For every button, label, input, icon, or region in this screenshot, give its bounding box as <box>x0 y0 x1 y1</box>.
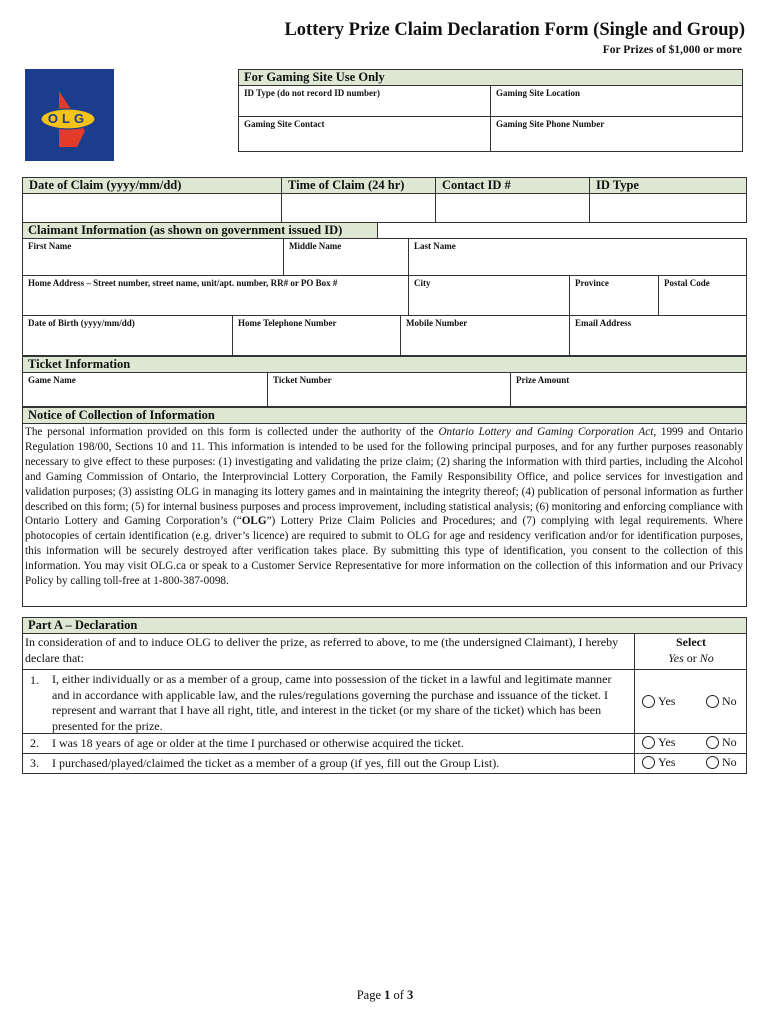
ticket-box <box>22 372 747 407</box>
item-3-no-label: No <box>722 755 737 769</box>
item-1-no-label: No <box>722 694 737 708</box>
part-a-intro: In consideration of and to induce OLG to deliver the prize, as referred to above, to me (the undersigned Claimant), I hereby declare that: <box>25 635 619 665</box>
page-number: Page 1 of 3 <box>356 988 414 1002</box>
middle-name-field[interactable]: Middle Name <box>289 241 342 251</box>
logo-text: OLG <box>47 111 89 126</box>
gaming-site-heading: For Gaming Site Use Only <box>238 69 743 86</box>
yes-or-no-caption: Yes or No <box>668 651 714 665</box>
contact-id-label: Contact ID # <box>442 178 511 192</box>
date-of-claim-label: Date of Claim (yyyy/mm/dd) <box>29 178 182 192</box>
part-a-heading: Part A – Declaration <box>22 617 747 634</box>
gaming-site-contact-field[interactable]: Gaming Site Contact <box>244 119 325 129</box>
home-telephone-field[interactable]: Home Telephone Number <box>238 318 337 328</box>
select-heading: Select <box>676 635 706 649</box>
mobile-number-field[interactable]: Mobile Number <box>406 318 468 328</box>
time-of-claim-label: Time of Claim (24 hr) <box>288 178 405 192</box>
item-3-yes-label: Yes <box>658 755 676 769</box>
claimant-box <box>22 238 747 356</box>
item-2-yes-label: Yes <box>658 735 676 749</box>
notice-heading: Notice of Collection of Information <box>22 407 747 424</box>
form-subtitle: For Prizes of $1,000 or more <box>602 44 742 56</box>
prize-amount-field[interactable]: Prize Amount <box>516 375 570 385</box>
ticket-number-field[interactable]: Ticket Number <box>273 375 332 385</box>
gaming-site-location-field[interactable]: Gaming Site Location <box>496 88 581 98</box>
city-field[interactable]: City <box>414 278 431 288</box>
olg-logo <box>25 69 114 161</box>
gaming-site-id-type-field[interactable]: ID Type (do not record ID number) <box>244 88 381 98</box>
declaration-item-1-text: I, either individually or as a member of a group, came into possession of the ticket in a lawful and legitimate manner and in accordance with applicable law, and the rules/regulations governing the purchase and issuance of the ticket. I represent and warrant that I have all right, title, and interest in the ticket (or my share of the ticket) which has been presented for the prize. <box>52 672 612 733</box>
item-3-no-radio[interactable] <box>706 756 719 769</box>
item-2-no-label: No <box>722 735 737 749</box>
province-field[interactable]: Province <box>575 278 609 288</box>
declaration-item-2-number: 2. <box>30 736 39 750</box>
item-1-yes-label: Yes <box>658 694 676 708</box>
item-2-yes-radio[interactable] <box>642 736 655 749</box>
item-1-no-radio[interactable] <box>706 695 719 708</box>
claim-id-type-label: ID Type <box>596 178 639 192</box>
claim-id-type-input[interactable] <box>590 194 746 222</box>
item-1-yes-radio[interactable] <box>642 695 655 708</box>
notice-text: The personal information provided on this form is collected under the authority of the Ontario Lottery and Gaming Corporation Act, 1999 and Ontario Regulation 198/00, Sections 10 and 11. This information is intended to be used for the following principal purposes, and for any further purposes reasonably necessary to give effect to these purposes: (1) investigating and validating the prize claim; (2) sharing the information with third parties, including the Alcohol and Gaming Commission of Ontario, the Interprovincial Lottery Corporation, the Family Responsibility Office, and police services for investigation and validation purposes; (3) assisting OLG in managing its lottery games and in maintaining the integrity thereof; (4) publication of personal information as further described on this form; (5) for internal business purposes and process improvement, including statistical analysis; (6) monitoring and enforcing compliance with Ontario Lottery and Gaming Corporation’s (“OLG”) Lottery Prize Claim Policies and Procedures; and (7) complying with legal requirements. Where photocopies of certain identification (e.g. driver’s licence) are required to submit to OLG for age and residency verification and/or for identification purposes, this information will be securely destroyed after verification takes place. By submitting this type of identification, you consent to the collection of this information. You may visit OLG.ca or speak to a Customer Service Representative for more information on the collection of this information and our Privacy Policy by calling toll-free at 1-800-387-0098. <box>25 426 744 588</box>
date-of-claim-input[interactable] <box>23 194 280 222</box>
declaration-item-3-number: 3. <box>30 756 39 770</box>
form-title: Lottery Prize Claim Declaration Form (Single and Group) <box>284 20 745 40</box>
first-name-field[interactable]: First Name <box>28 241 72 251</box>
declaration-item-2-text: I was 18 years of age or older at the time I purchased or otherwise acquired the ticket. <box>52 736 464 750</box>
gaming-site-phone-field[interactable]: Gaming Site Phone Number <box>496 119 605 129</box>
item-2-no-radio[interactable] <box>706 736 719 749</box>
declaration-item-1-number: 1. <box>30 673 39 687</box>
email-address-field[interactable]: Email Address <box>575 318 632 328</box>
time-of-claim-input[interactable] <box>282 194 434 222</box>
item-3-yes-radio[interactable] <box>642 756 655 769</box>
last-name-field[interactable]: Last Name <box>414 241 456 251</box>
postal-code-field[interactable]: Postal Code <box>664 278 710 288</box>
home-address-field[interactable]: Home Address – Street number, street name, unit/apt. number, RR# or PO Box # <box>28 278 338 288</box>
date-of-birth-field[interactable]: Date of Birth (yyyy/mm/dd) <box>28 318 135 328</box>
ticket-heading: Ticket Information <box>22 356 747 373</box>
contact-id-input[interactable] <box>436 194 588 222</box>
declaration-item-3-text: I purchased/played/claimed the ticket as a member of a group (if yes, fill out the Group List). <box>52 756 500 770</box>
game-name-field[interactable]: Game Name <box>28 375 76 385</box>
claimant-heading: Claimant Information (as shown on government issued ID) <box>22 222 378 239</box>
